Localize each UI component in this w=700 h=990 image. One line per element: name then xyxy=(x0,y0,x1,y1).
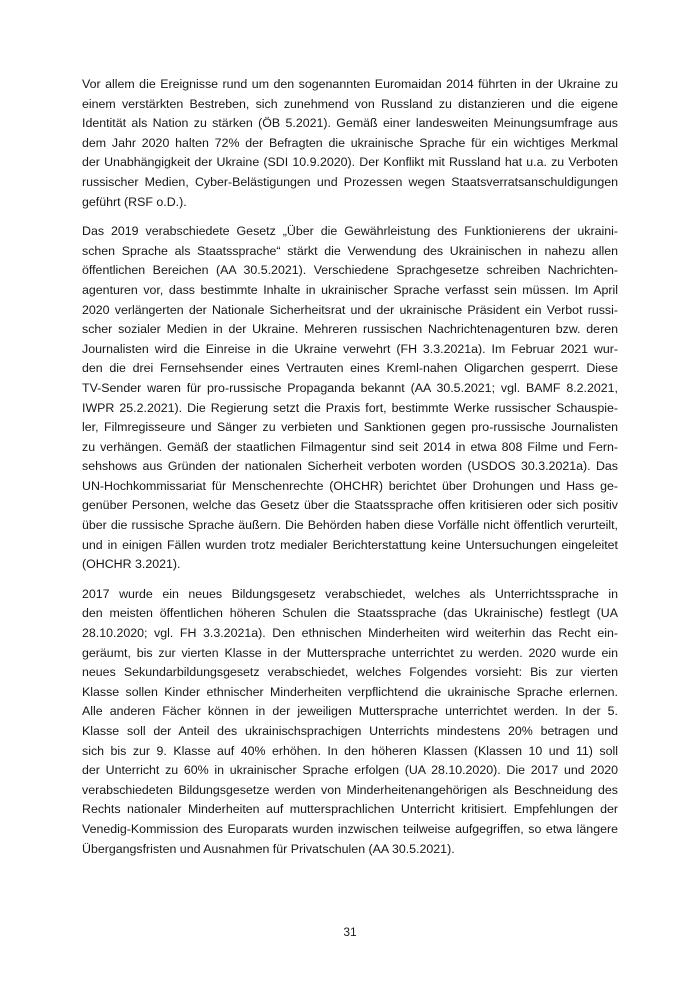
text-line: IWPR 25.2.2021). Die Regierung setzt die Praxis fort, bestimmte Werke russischer Schauspie- xyxy=(82,400,618,415)
text-line: zu verhängen. Gemäß der staatlichen Filmagentur sind seit 2014 in etwa 808 Filme und Fern- xyxy=(82,439,618,454)
text-line: 28.10.2020; vgl. FH 3.3.2021a). Den ethnischen Minderheiten wird weiterhin das Recht ein- xyxy=(82,626,618,641)
page-number: 31 xyxy=(343,925,357,939)
text-line: der Unabhängigkeit der Ukraine (SDI 10.9.2020). Der Konflikt mit Russland hat u.a. zu Verboten xyxy=(82,155,618,170)
text-line: schen Sprache als Staatssprache“ stärkt die Verwendung des Ukrainischen in nahezu allen xyxy=(82,243,618,258)
text-line: den meisten öffentlichen höheren Schulen die Staatssprache (das Ukrainische) festlegt (UA xyxy=(82,606,618,621)
text-line: und in einigen Fällen wurden trotz medialer Berichterstattung keine Untersuchungen eingeleitet xyxy=(82,537,618,552)
page-body xyxy=(82,75,618,869)
text-line: geräumt, bis zur vierten Klasse in der Muttersprache unterrichtet zu werden. 2020 wurde ein xyxy=(82,645,618,660)
text-line: (OHCHR 3.2021). xyxy=(82,557,181,572)
paragraph-1 xyxy=(82,75,618,212)
text-line: den die drei Fernsehsender eines Vertrauten eines Kreml-nahen Oligarchen gesperrt. Diese xyxy=(82,361,618,376)
text-line: ler, Filmregisseure und Sänger zu verbieten und Sanktionen gegen pro-russische Journalisten xyxy=(82,420,618,435)
text-line: neues Sekundarbildungsgesetz verabschiedet, welches Folgendes vorsieht: Bis zur vierten xyxy=(82,665,618,680)
text-line: Rechts nationaler Minderheiten auf muttersprachlichen Unterricht kritisiert. Empfehlungen der xyxy=(82,802,618,817)
text-line: sehshows aus Gründen der nationalen Sicherheit verboten worden (USDOS 30.3.2021a). Das xyxy=(82,459,618,474)
text-line: dem Jahr 2020 halten 72% der Befragten die ukrainische Sprache für ein wichtiges Merkmal xyxy=(82,135,618,150)
text-line: Venedig-Kommission des Europarats wurden inzwischen teilweise aufgegriffen, so etwa längere xyxy=(82,821,618,836)
paragraph-3 xyxy=(82,585,618,859)
text-line: Übergangsfristen und Ausnahmen für Privatschulen (AA 30.5.2021). xyxy=(82,841,455,856)
text-line: der Unterricht zu 60% in ukrainischer Sprache erfolgen (UA 28.10.2020). Die 2017 und 2020 xyxy=(82,763,618,778)
text-line: einem verstärkten Bestreben, sich zunehmend von Russland zu distanzieren und die eigene xyxy=(82,96,618,111)
text-line: scher sozialer Medien in der Ukraine. Mehreren russischen Nachrichtenagenturen bzw. deren xyxy=(82,322,618,337)
text-line: 2020 verlängerten der Nationale Sicherheitsrat und der ukrainische Präsident ein Verbot russi- xyxy=(82,302,618,317)
text-line: sich bis zur 9. Klasse auf 40% erhöhen. In den höheren Klassen (Klassen 10 und 11) soll xyxy=(82,743,618,758)
text-line: genüber Personen, welche das Gesetz über die Staatssprache offen kritisieren oder sich positiv xyxy=(82,498,618,513)
text-line: Klasse sollen Kinder ethnischer Minderheiten verpflichtend die ukrainische Sprache erlernen. xyxy=(82,684,618,699)
paragraph-2 xyxy=(82,222,618,575)
text-line: über die russische Sprache äußern. Die Behörden haben diese Vorfälle nicht öffentlich verurteilt, xyxy=(82,518,618,533)
text-line: UN-Hochkommissariat für Menschenrechte (OHCHR) berichtet über Drohungen und Hass ge- xyxy=(82,478,618,493)
text-line: Identität als Nation zu stärken (ÖB 5.2021). Gemäß einer landesweiten Meinungsumfrage aus xyxy=(82,116,618,131)
text-line: 2017 wurde ein neues Bildungsgesetz verabschiedet, welches als Unterrichtssprache in xyxy=(82,586,618,601)
text-line: geführt (RSF o.D.). xyxy=(82,194,187,209)
text-line: russischer Medien, Cyber-Belästigungen und Prozessen wegen Staatsverratsanschuldigungen xyxy=(82,174,618,189)
text-line: TV-Sender waren für pro-russische Propaganda bekannt (AA 30.5.2021; vgl. BAMF 8.2.2021, xyxy=(82,380,618,395)
text-line: verabschiedeten Bildungsgesetze werden von Minderheitenangehörigen als Beschneidung des xyxy=(82,782,618,797)
text-line: Alle anderen Fächer können in der jeweiligen Muttersprache unterrichtet werden. In der 5. xyxy=(82,704,618,719)
text-line: Das 2019 verabschiedete Gesetz „Über die Gewährleistung des Funktionierens der ukraini- xyxy=(82,224,618,239)
text-line: öffentlichen Bereichen (AA 30.5.2021). Verschiedene Sprachgesetze schreiben Nachrichten- xyxy=(82,263,618,278)
text-line: Vor allem die Ereignisse rund um den sogenannten Euromaidan 2014 führten in der Ukraine zu xyxy=(82,77,618,91)
text-line: agenturen vor, dass bestimmte Inhalte in ukrainischer Sprache verfasst sein müssen. Im April xyxy=(82,282,618,297)
text-line: Journalisten wird die Einreise in die Ukraine verwehrt (FH 3.3.2021a). Im Februar 2021 wur- xyxy=(82,341,618,356)
text-line: Klasse soll der Anteil des ukrainischsprachigen Unterrichts mindestens 20% betragen und xyxy=(82,724,618,738)
